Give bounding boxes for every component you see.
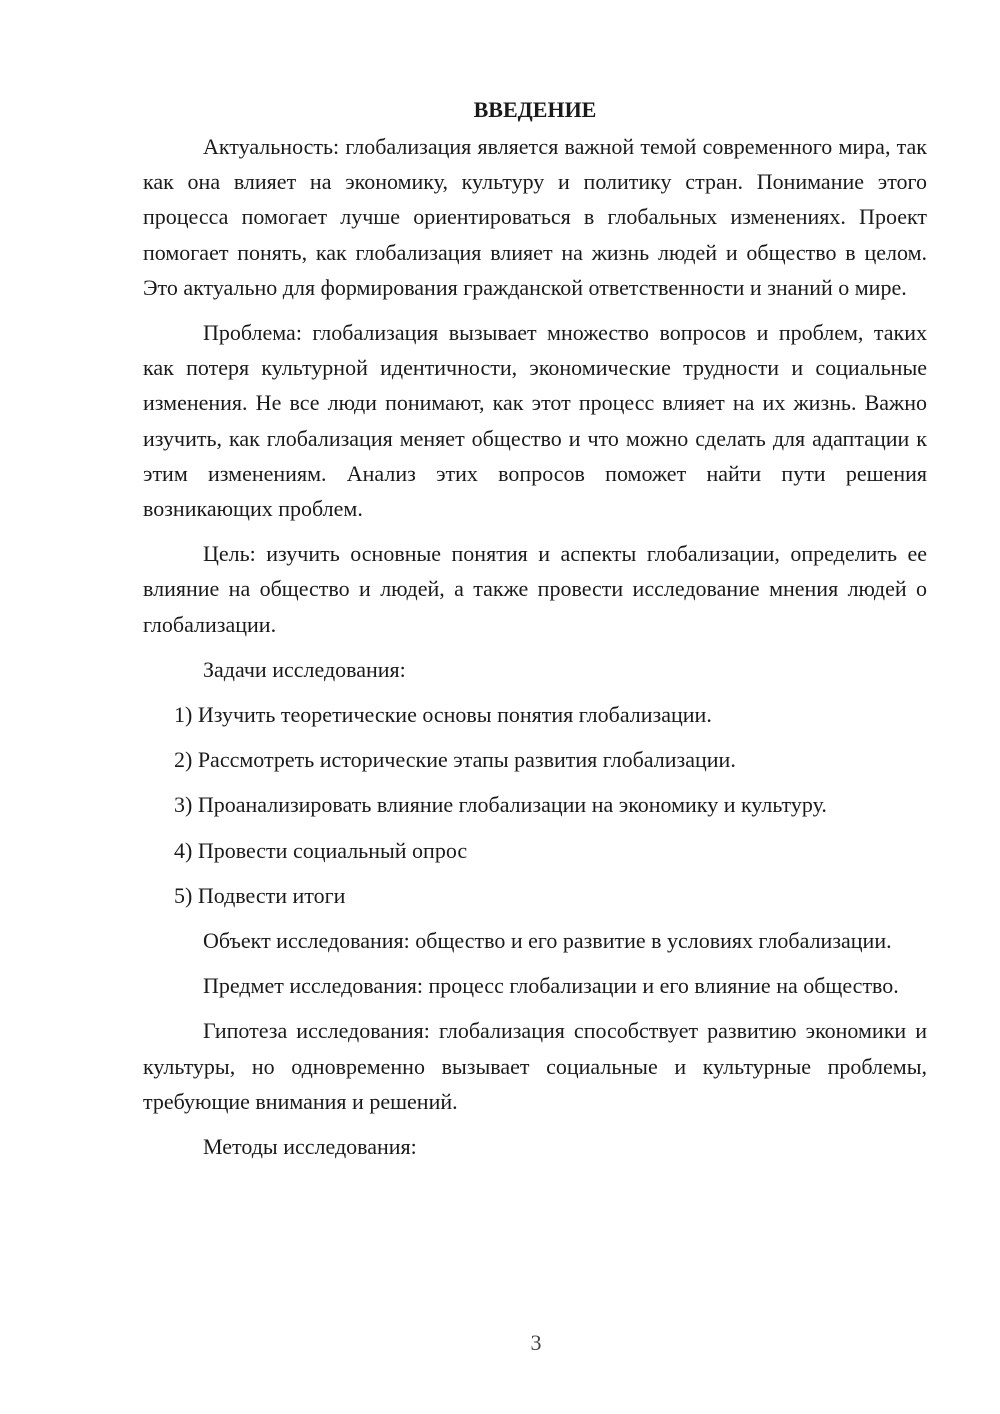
paragraph-problem: Проблема: глобализация вызывает множество вопросов и проблем, таких как потеря культурной идентичности, экономические трудности и социальные изменения. Не все люди понимают, как этот процесс влияет на их жизнь. Важно изучить, как глобализация меняет общество и что можно сделать для адаптации к этим изменениям. Анализ этих вопросов поможет найти пути решения возникающих проблем. <box>143 320 927 522</box>
document-page <box>143 92 927 1174</box>
paragraph-relevance: Актуальность: глобализация является важной темой современного мира, так как она влияет на экономику, культуру и политику стран. Понимание этого процесса помогает лучше ориентироваться в глобальных изменениях. Проект помогает понять, как глобализация влияет на жизнь людей и общество в целом. Это актуально для формирования гражданской ответственности и знаний о мире. <box>143 134 927 300</box>
tasks-list <box>143 697 927 913</box>
paragraph-tasks-heading: Задачи исследования: <box>203 656 406 682</box>
paragraph-hypothesis: Гипотеза исследования: глобализация способствует развитию экономики и культуры, но одновременно вызывает социальные и культурные проблемы, требующие внимания и решений. <box>143 1018 927 1114</box>
task-item: 2) Рассмотреть исторические этапы развития глобализации. <box>174 747 736 773</box>
task-item: 5) Подвести итоги <box>174 882 346 908</box>
task-item: 4) Провести социальный опрос <box>174 837 468 863</box>
task-item: 1) Изучить теоретические основы понятия глобализации. <box>174 702 712 728</box>
paragraph-methods: Методы исследования: <box>203 1134 417 1160</box>
task-item: 3) Проанализировать влияние глобализации на экономику и культуру. <box>174 792 827 818</box>
paragraph-object: Объект исследования: общество и его развитие в условиях глобализации. <box>203 928 892 954</box>
paragraph-goal: Цель: изучить основные понятия и аспекты глобализации, определить ее влияние на общество и людей, а также провести исследование мнения людей о глобализации. <box>143 541 927 637</box>
paragraph-subject: Предмет исследования: процесс глобализации и его влияние на общество. <box>203 973 899 999</box>
page-number: 3 <box>530 1330 542 1355</box>
section-title: ВВЕДЕНИЕ <box>473 97 597 122</box>
